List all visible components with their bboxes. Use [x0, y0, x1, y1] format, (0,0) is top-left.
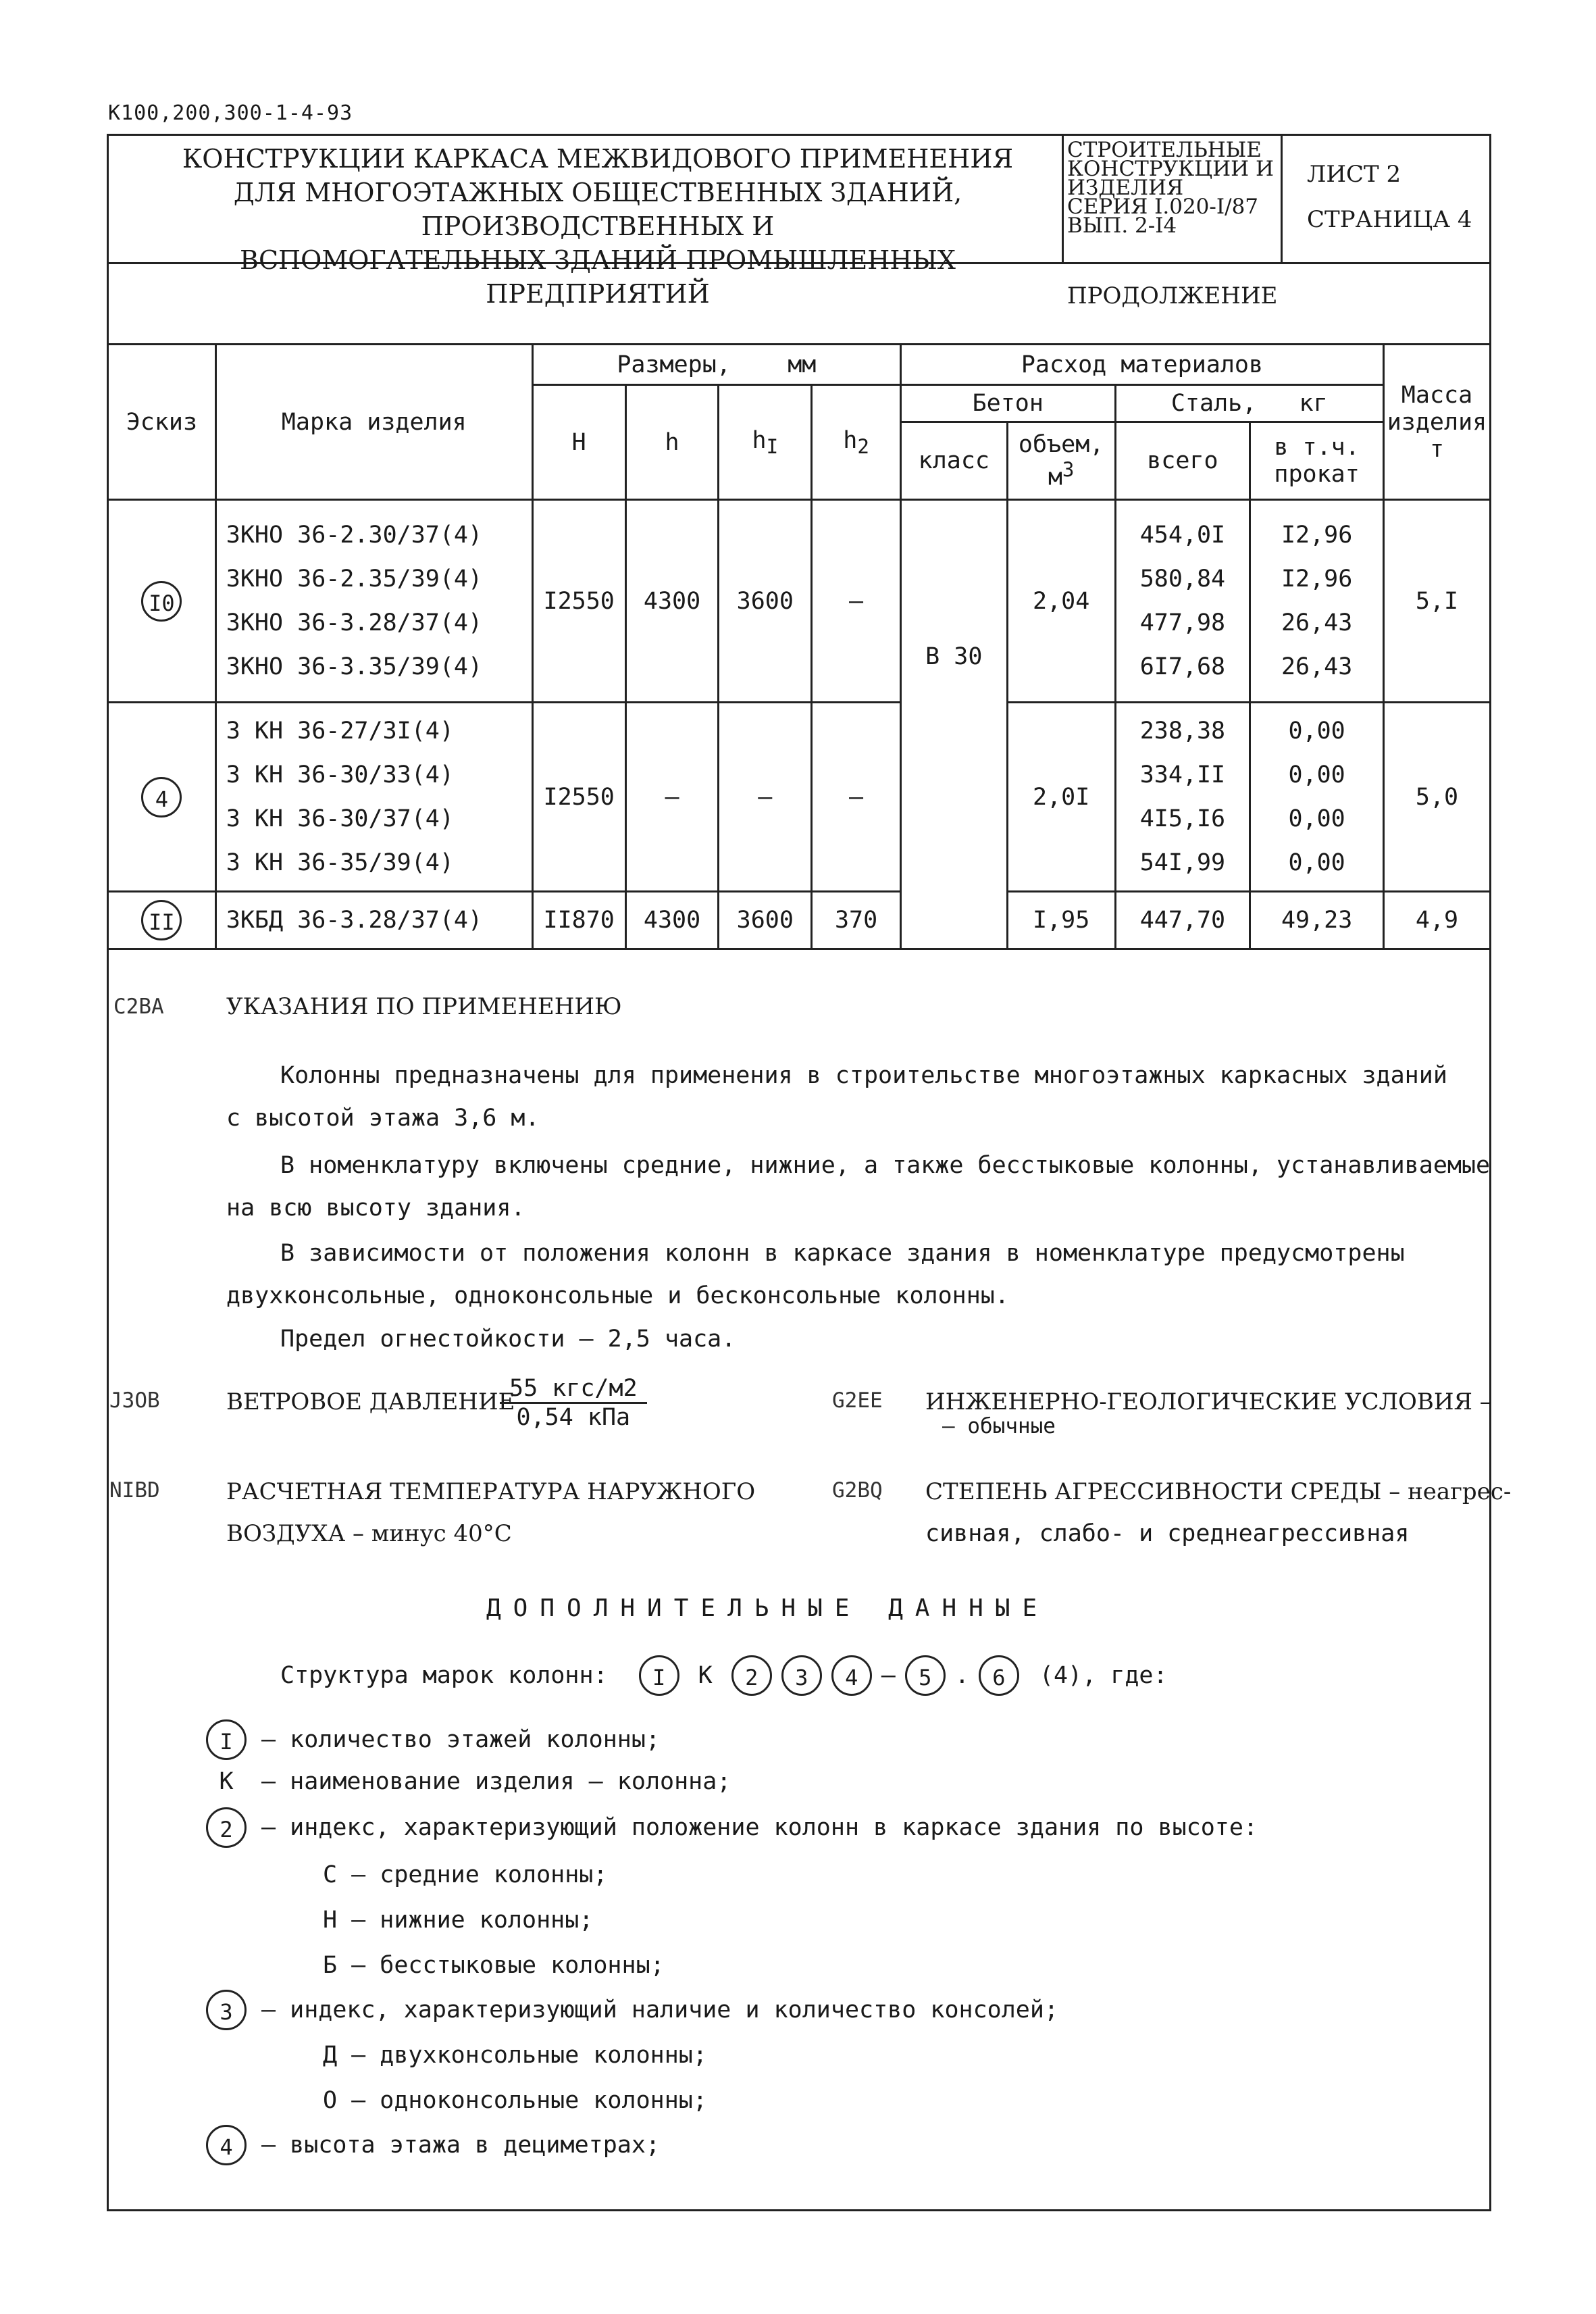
legend-item	[206, 2125, 660, 2165]
h2-sub: 2	[857, 434, 869, 458]
mass-label: Масса	[1401, 381, 1473, 409]
steel-unit: кг	[1299, 390, 1328, 417]
mark: 3 КН 36-35/39(4)	[226, 849, 454, 876]
concrete-class: В 30	[925, 643, 983, 670]
col-h1	[719, 385, 812, 500]
series-line: ВЫП. 2-I4	[1067, 213, 1177, 238]
cell-volume: 2,0I	[1007, 703, 1115, 892]
geo-text: ИНЖЕНЕРНО-ГЕОЛОГИЧЕСКИЕ УСЛОВИЯ –	[925, 1388, 1491, 1415]
h1-sub: I	[766, 434, 779, 458]
usage-paragraph: двухконсольные, одноконсольные и бесконсольные колонны.	[226, 1282, 1009, 1309]
volume-label: объем,	[1018, 430, 1104, 458]
mark: 3КНО 36-2.35/39(4)	[226, 565, 483, 593]
steel-total: 334,II	[1139, 761, 1226, 788]
cell-steel-total: 447,70	[1115, 892, 1250, 949]
structure-dash: –	[881, 1662, 896, 1689]
series-line: СТРОИТЕЛЬНЫЕ	[1067, 138, 1262, 162]
mark: 3КБД 36-3.28/37(4)	[226, 906, 483, 934]
legend-item	[206, 1719, 660, 1760]
cell-h: 4300	[625, 500, 719, 703]
volume-sup: 3	[1062, 457, 1075, 481]
cell-steel-rolled	[1250, 703, 1384, 892]
structure-dot: .	[954, 1662, 969, 1689]
header-divider-1	[1062, 134, 1064, 262]
cell-volume: 2,04	[1007, 500, 1115, 703]
table-row	[108, 703, 1491, 892]
h1-label: h	[752, 426, 767, 454]
temp-tag: NIBD	[109, 1478, 160, 1503]
steel-rolled: 0,00	[1288, 717, 1345, 745]
mark-cell	[215, 703, 532, 892]
legend-item	[206, 1990, 1058, 2030]
structure-circle-1: I	[639, 1655, 679, 1696]
steel-label: Сталь,	[1170, 390, 1257, 417]
legend-sub: Н – нижние колонны;	[323, 1907, 594, 1934]
aggr-text-2: сивная, слабо- и среднеагрессивная	[925, 1520, 1410, 1547]
legend-circle-4: 4	[206, 2125, 247, 2165]
steel-rolled: 26,43	[1281, 609, 1353, 636]
legend-sub: Д – двухконсольные колонны;	[323, 2042, 707, 2069]
header-title	[149, 142, 1047, 311]
mass-unit: т	[1429, 435, 1445, 463]
cell-steel-total	[1115, 500, 1250, 703]
steel-total: 6I7,68	[1139, 653, 1226, 680]
sketch-circle: I0	[141, 581, 182, 622]
cell-volume: I,95	[1007, 892, 1115, 949]
structure-line	[280, 1655, 1168, 1696]
cell-h2: –	[812, 703, 901, 892]
cell-steel-rolled: 49,23	[1250, 892, 1384, 949]
wind-denominator: 0,54 кПа	[516, 1404, 631, 1431]
col-mark: Марка изделия	[215, 345, 532, 500]
usage-paragraph: с высотой этажа 3,6 м.	[226, 1105, 540, 1132]
steel-total: 454,0I	[1139, 521, 1226, 549]
geo-tag: G2EE	[832, 1388, 883, 1413]
structure-label: Структура марок колонн:	[280, 1662, 608, 1689]
mark: 3 КН 36-30/37(4)	[226, 805, 454, 832]
steel-rolled: 0,00	[1288, 805, 1345, 832]
continuation-label: ПРОДОЛЖЕНИЕ	[1067, 282, 1278, 309]
sketch-circle: II	[141, 900, 182, 940]
usage-paragraph: Колонны предназначены для применения в строительстве многоэтажных каркасных зданий	[280, 1062, 1447, 1089]
mark-cell	[215, 500, 532, 703]
structure-circle-6: 6	[979, 1655, 1019, 1696]
usage-paragraph: на всю высоту здания.	[226, 1194, 525, 1222]
cell-concrete-class	[900, 500, 1007, 949]
header-title-line: ДЛЯ МНОГОЭТАЖНЫХ ОБЩЕСТВЕННЫХ ЗДАНИЙ, ПРОИЗВОДСТВЕННЫХ И	[233, 178, 962, 241]
series-block	[1067, 138, 1275, 238]
steel-total: 580,84	[1139, 565, 1226, 593]
legend-text: – высота этажа в дециметрах;	[261, 2132, 661, 2159]
mark: 3КНО 36-3.35/39(4)	[226, 653, 483, 680]
col-volume	[1007, 422, 1115, 500]
aggr-tag: G2BQ	[832, 1478, 883, 1503]
legend-circle-1: I	[206, 1719, 247, 1760]
aggr-text: СТЕПЕНЬ АГРЕССИВНОСТИ СРЕДЫ – неагрес-	[925, 1478, 1512, 1505]
cell-h2: 370	[812, 892, 901, 949]
cell-h1: –	[719, 703, 812, 892]
col-steel	[1115, 385, 1383, 422]
rolled-label: прокат	[1274, 461, 1360, 488]
legend-sub: О – одноконсольные колонны;	[323, 2087, 707, 2114]
sketch-cell	[108, 892, 216, 949]
structure-circle-5: 5	[905, 1655, 946, 1696]
steel-rolled: 0,00	[1288, 849, 1345, 876]
usage-paragraph: Предел огнестойкости – 2,5 часа.	[280, 1326, 736, 1353]
steel-total: 54I,99	[1139, 849, 1226, 876]
sheet-number: ЛИСТ 2	[1307, 161, 1401, 188]
steel-rolled: I2,96	[1281, 521, 1353, 549]
legend-k: К	[219, 1768, 234, 1795]
series-line: ИЗДЕЛИЯ	[1067, 176, 1184, 200]
spec-table	[107, 343, 1491, 950]
col-h: h	[625, 385, 719, 500]
wind-label: ВЕТРОВОЕ ДАВЛЕНИЕ –	[226, 1388, 534, 1415]
steel-rolled: 26,43	[1281, 653, 1353, 680]
header-divider-2	[1281, 134, 1283, 262]
steel-rolled: 0,00	[1288, 761, 1345, 788]
cell-steel-total	[1115, 703, 1250, 892]
table-row	[108, 500, 1491, 703]
legend-item	[206, 1807, 1258, 1848]
header-title-line: ВСПОМОГАТЕЛЬНЫХ ЗДАНИЙ ПРОМЫШЛЕННЫХ ПРЕДПРИЯТИЙ	[240, 245, 956, 309]
cell-h: 4300	[625, 892, 719, 949]
col-sizes	[532, 345, 900, 385]
structure-circle-4: 4	[831, 1655, 872, 1696]
usage-paragraph: В зависимости от положения колонн в каркасе здания в номенклатуре предусмотрены	[280, 1240, 1405, 1267]
col-steel-rolled	[1250, 422, 1384, 500]
volume-unit: м	[1048, 463, 1062, 491]
mark: 3КНО 36-2.30/37(4)	[226, 521, 483, 549]
cell-H: I2550	[532, 500, 625, 703]
col-class: класс	[900, 422, 1007, 500]
col-materials: Расход материалов	[900, 345, 1383, 385]
col-steel-total: всего	[1115, 422, 1250, 500]
cell-h: –	[625, 703, 719, 892]
cell-h1: 3600	[719, 500, 812, 703]
cell-H: I2550	[532, 703, 625, 892]
col-H: H	[532, 385, 625, 500]
temp-text: РАСЧЕТНАЯ ТЕМПЕРАТУРА НАРУЖНОГО	[226, 1478, 756, 1505]
legend-circle-3: 3	[206, 1990, 247, 2030]
geo-text-2: – обычные	[942, 1414, 1056, 1438]
document-code: К100,200,300-1-4-93	[108, 101, 353, 125]
steel-total: 477,98	[1139, 609, 1226, 636]
sketch-circle: 4	[141, 777, 182, 818]
sketch-cell	[108, 703, 216, 892]
cell-h1: 3600	[719, 892, 812, 949]
cell-h2: –	[812, 500, 901, 703]
mark: 3 КН 36-30/33(4)	[226, 761, 454, 788]
usage-tag: C2BA	[113, 995, 164, 1019]
cell-mass: 5,I	[1383, 500, 1490, 703]
mark: 3КНО 36-3.28/37(4)	[226, 609, 483, 636]
steel-rolled: I2,96	[1281, 565, 1353, 593]
structure-tail: (4), где:	[1039, 1662, 1168, 1689]
header-title-line: КОНСТРУКЦИИ КАРКАСА МЕЖВИДОВОГО ПРИМЕНЕНИЯ	[182, 144, 1014, 174]
series-line: СЕРИЯ I.020-I/87	[1067, 195, 1259, 219]
structure-k: К	[698, 1662, 713, 1689]
usage-heading: УКАЗАНИЯ ПО ПРИМЕНЕНИЮ	[226, 993, 622, 1020]
legend-circle-2: 2	[206, 1807, 247, 1848]
legend-text: – количество этажей колонны;	[261, 1726, 661, 1753]
legend-text: – индекс, характеризующий наличие и количество консолей;	[261, 1996, 1059, 2023]
legend-text: – индекс, характеризующий положение колонн в каркасе здания по высоте:	[261, 1814, 1258, 1841]
additional-title: ДОПОЛНИТЕЛЬНЫЕ ДАННЫЕ	[486, 1594, 1050, 1622]
mass-label-2: изделия	[1387, 408, 1487, 436]
steel-total: 238,38	[1139, 717, 1226, 745]
mark-cell	[215, 892, 532, 949]
col-sketch: Эскиз	[108, 345, 216, 500]
h2-label: h	[843, 426, 858, 454]
series-line: КОНСТРУКЦИИ И	[1067, 157, 1275, 181]
cell-mass: 5,0	[1383, 703, 1490, 892]
legend-sub: С – средние колонны;	[323, 1861, 608, 1888]
usage-paragraph: В номенклатуру включены средние, нижние, а также бесстыковые колонны, устанавливаемые	[280, 1152, 1491, 1179]
sizes-unit: мм	[788, 351, 817, 378]
sketch-cell	[108, 500, 216, 703]
mark: 3 КН 36-27/3I(4)	[226, 717, 454, 745]
cell-steel-rolled	[1250, 500, 1384, 703]
steel-total: 4I5,I6	[1139, 805, 1226, 832]
col-h2	[812, 385, 901, 500]
col-mass	[1383, 345, 1490, 500]
structure-circle-3: 3	[781, 1655, 822, 1696]
legend-item	[206, 1768, 731, 1795]
legend-sub: Б – бесстыковые колонны;	[323, 1952, 665, 1979]
table-row	[108, 892, 1491, 949]
page-number: СТРАНИЦА 4	[1307, 206, 1472, 233]
col-concrete: Бетон	[900, 385, 1115, 422]
sizes-label: Размеры,	[617, 351, 731, 378]
legend-text: – наименование изделия – колонна;	[261, 1768, 731, 1795]
wind-tag: J3OB	[109, 1388, 160, 1413]
temp-text-2: ВОЗДУХА – минус 40°С	[226, 1520, 512, 1547]
wind-numerator: 55 кгс/м2	[500, 1375, 647, 1404]
cell-mass: 4,9	[1383, 892, 1490, 949]
incl-label: в т.ч.	[1274, 434, 1360, 461]
cell-H: II870	[532, 892, 625, 949]
structure-circle-2: 2	[731, 1655, 772, 1696]
wind-value	[500, 1375, 647, 1431]
